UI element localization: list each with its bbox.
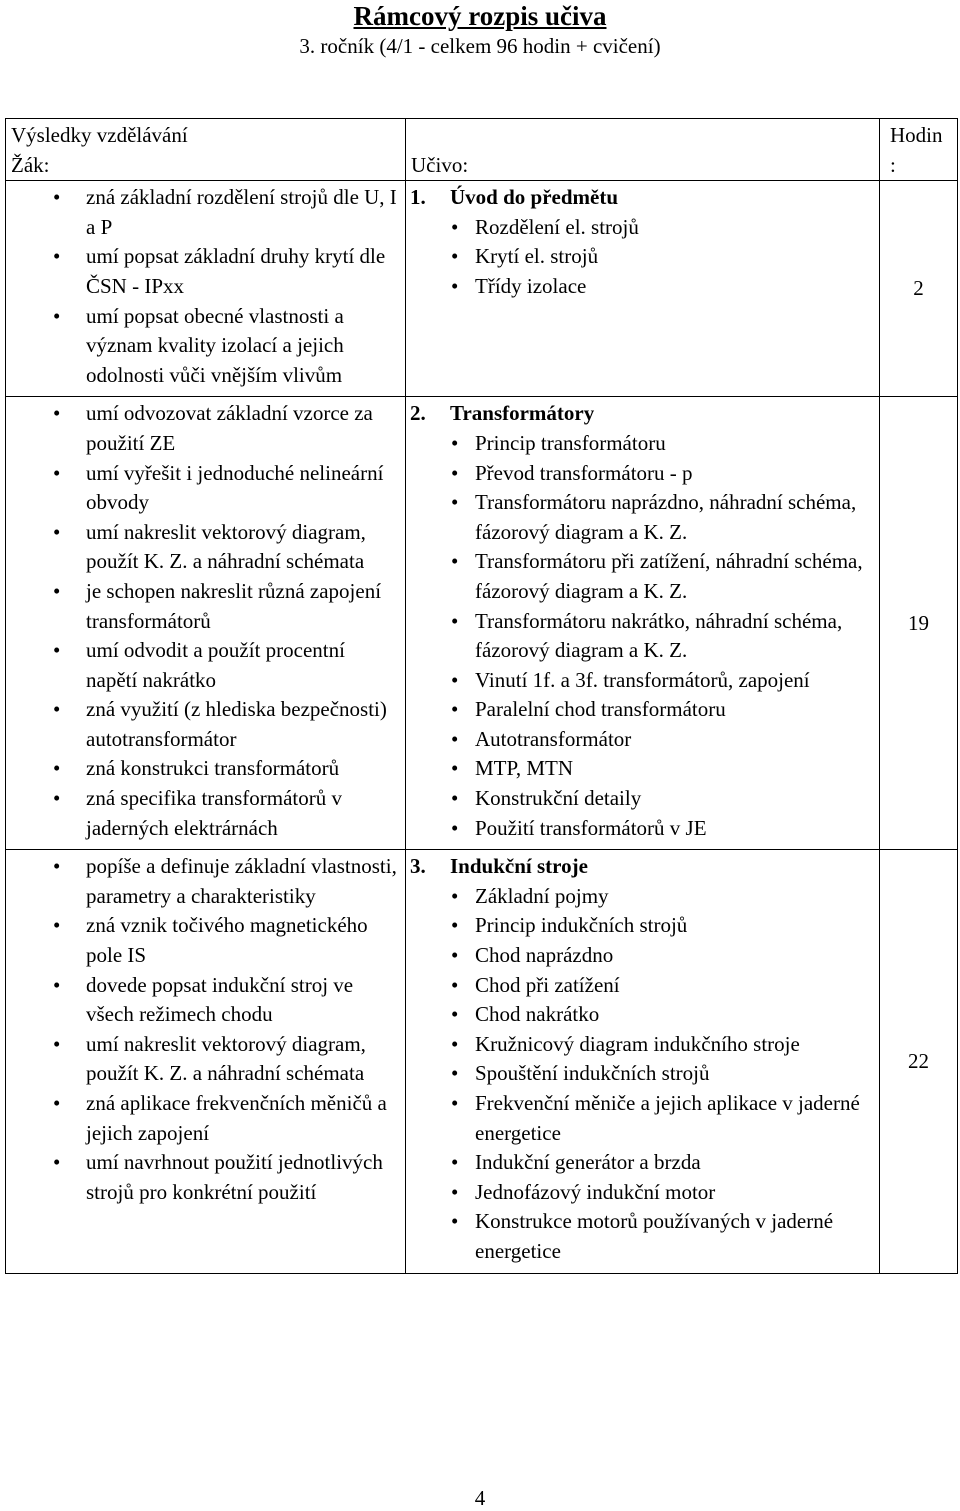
results-cell (6, 850, 406, 1273)
result-item: • je schopen nakreslit různá zapojení transformátorů (6, 577, 405, 636)
page-subtitle: 3. ročník (4/1 - celkem 96 hodin + cvičení) (299, 34, 661, 58)
hours-cell: 2 (880, 181, 958, 397)
results-list (6, 850, 405, 1213)
topic-heading (406, 850, 879, 882)
content-item: • Vinutí 1f. a 3f. transformátorů, zapojení (406, 666, 879, 696)
result-item: • umí odvodit a použít procentní napětí nakrátko (6, 636, 405, 695)
content-item: • Paralelní chod transformátoru (406, 695, 879, 725)
content-list (406, 429, 879, 849)
results-list (6, 181, 405, 396)
section-row (6, 397, 958, 850)
content-cell (406, 397, 880, 850)
result-item: • umí vyřešit i jednoduché nelineární obvody (6, 459, 405, 518)
topic-heading (406, 397, 879, 429)
content-item: • Transformátoru při zatížení, náhradní schéma, fázorový diagram a K. Z. (406, 547, 879, 606)
topic-name: Indukční stroje (450, 854, 588, 879)
header-results-line2: Žák: (11, 152, 50, 177)
content-list (406, 213, 879, 308)
content-cell (406, 181, 880, 397)
result-item: • zná využití (z hlediska bezpečnosti) autotransformátor (6, 695, 405, 754)
results-cell (6, 397, 406, 850)
result-item: • umí odvozovat základní vzorce za použití ZE (6, 399, 405, 458)
header-results (6, 119, 406, 181)
content-item: • Transformátoru nakrátko, náhradní schéma, fázorový diagram a K. Z. (406, 607, 879, 666)
result-item: • umí nakreslit vektorový diagram, použít K. Z. a náhradní schémata (6, 518, 405, 577)
header-hours (880, 119, 958, 181)
content-item: • Indukční generátor a brzda (406, 1148, 879, 1178)
section-row (6, 181, 958, 397)
header-hours-colon: : (890, 152, 896, 177)
title-block (0, 0, 960, 60)
content-item: • Použití transformátorů v JE (406, 814, 879, 844)
content-item: • Chod při zatížení (406, 971, 879, 1001)
result-item: • zná vznik točivého magnetického pole IS (6, 911, 405, 970)
content-item: • Frekvenční měniče a jejich aplikace v jaderné energetice (406, 1089, 879, 1148)
header-results-line1: Výsledky vzdělávání (11, 123, 188, 147)
content-cell (406, 850, 880, 1273)
result-item: • zná aplikace frekvenčních měničů a jejich zapojení (6, 1089, 405, 1148)
content-item: • Rozdělení el. strojů (406, 213, 879, 243)
content-item: • Princip indukčních strojů (406, 911, 879, 941)
header-hours-label: Hodin (890, 123, 943, 147)
result-item: • umí popsat základní druhy krytí dle ČSN - IPxx (6, 242, 405, 301)
content-item: • Transformátoru naprázdno, náhradní schéma, fázorový diagram a K. Z. (406, 488, 879, 547)
content-item: • Krytí el. strojů (406, 242, 879, 272)
topic-number: 3. (410, 854, 426, 879)
hours-cell: 22 (880, 850, 958, 1273)
topic-number: 1. (410, 185, 426, 210)
topic-name: Úvod do předmětu (450, 185, 619, 210)
result-item: • dovede popsat indukční stroj ve všech režimech chodu (6, 971, 405, 1030)
content-item: • Chod naprázdno (406, 941, 879, 971)
result-item: • popíše a definuje základní vlastnosti, parametry a charakteristiky (6, 852, 405, 911)
content-item: • Základní pojmy (406, 882, 879, 912)
header-content: Učivo: (406, 119, 880, 181)
content-item: • Třídy izolace (406, 272, 879, 302)
page-number: 4 (474, 1486, 486, 1510)
content-item: • Převod transformátoru - p (406, 459, 879, 489)
content-list (406, 882, 879, 1273)
results-list (6, 397, 405, 849)
content-item: • Jednofázový indukční motor (406, 1178, 879, 1208)
content-item: • Konstrukční detaily (406, 784, 879, 814)
page-title: Rámcový rozpis učiva (353, 1, 607, 31)
result-item: • zná specifika transformátorů v jaderných elektrárnách (6, 784, 405, 843)
result-item: • zná konstrukci transformátorů (6, 754, 405, 784)
section-row (6, 850, 958, 1273)
header-row (6, 119, 958, 181)
content-item: • Chod nakrátko (406, 1000, 879, 1030)
topic-heading (406, 181, 879, 213)
result-item: • umí popsat obecné vlastnosti a význam kvality izolací a jejich odolnosti vůči vnějším vlivům (6, 302, 405, 391)
content-item: • MTP, MTN (406, 754, 879, 784)
topic-number: 2. (410, 401, 426, 426)
content-item: • Konstrukce motorů používaných v jaderné energetice (406, 1207, 879, 1266)
result-item: • zná základní rozdělení strojů dle U, I a P (6, 183, 405, 242)
content-item: • Autotransformátor (406, 725, 879, 755)
result-item: • umí nakreslit vektorový diagram, použít K. Z. a náhradní schémata (6, 1030, 405, 1089)
result-item: • umí navrhnout použití jednotlivých strojů pro konkrétní použití (6, 1148, 405, 1207)
content-item: • Spouštění indukčních strojů (406, 1059, 879, 1089)
results-cell (6, 181, 406, 397)
curriculum-table (5, 118, 958, 1274)
content-item: • Princip transformátoru (406, 429, 879, 459)
content-item: • Kružnicový diagram indukčního stroje (406, 1030, 879, 1060)
hours-cell: 19 (880, 397, 958, 850)
topic-name: Transformátory (450, 401, 595, 426)
